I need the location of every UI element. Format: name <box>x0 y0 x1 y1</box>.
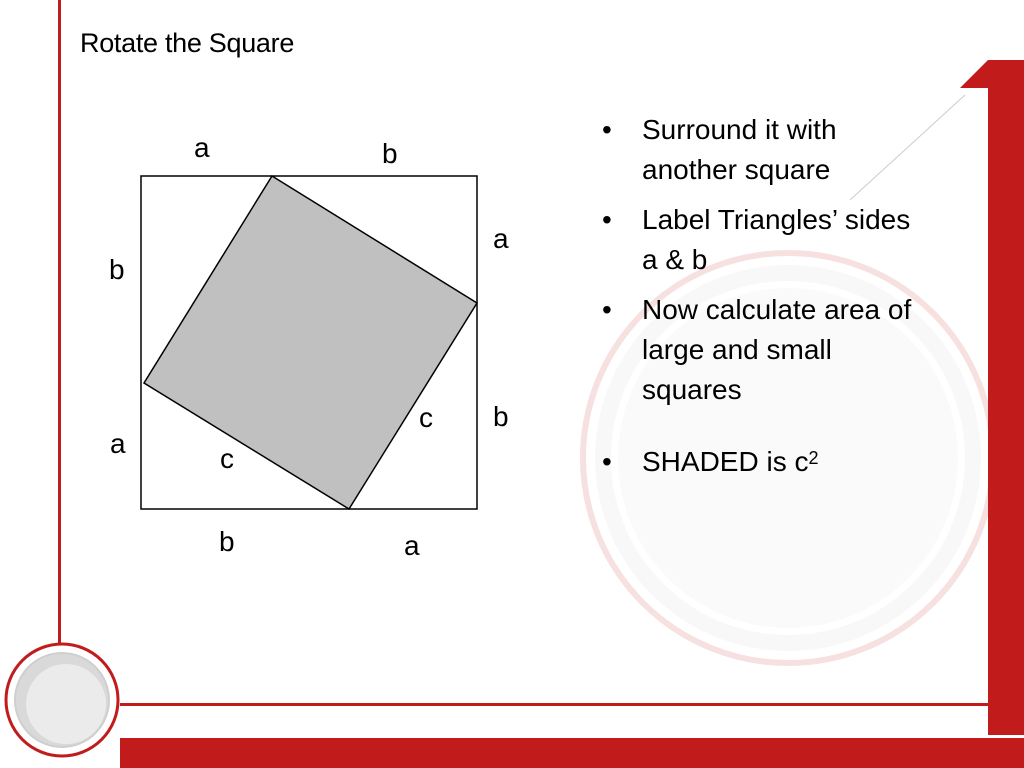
label-left-b: b <box>109 254 125 285</box>
label-right-a: a <box>493 223 509 254</box>
slide-title: Rotate the Square <box>80 28 295 58</box>
label-top-a: a <box>194 132 210 163</box>
label-top-b: b <box>382 138 398 169</box>
label-inner-c-bottom: c <box>220 443 234 474</box>
bullet-item: • Label Triangles’ sides a & b <box>600 200 930 280</box>
bullet-item: • Surround it with another square <box>600 110 930 190</box>
label-bottom-a: a <box>404 530 420 561</box>
label-inner-c-right: c <box>419 402 433 433</box>
superscript: 2 <box>808 448 819 468</box>
bullet-item: • Now calculate area of large and small squares <box>600 290 930 410</box>
label-bottom-b: b <box>219 526 235 557</box>
bullet-item: • SHADED is $c^2$ <box>600 442 930 482</box>
label-right-b: b <box>493 401 509 432</box>
label-left-a: a <box>110 428 126 459</box>
bullet-list <box>600 110 930 492</box>
